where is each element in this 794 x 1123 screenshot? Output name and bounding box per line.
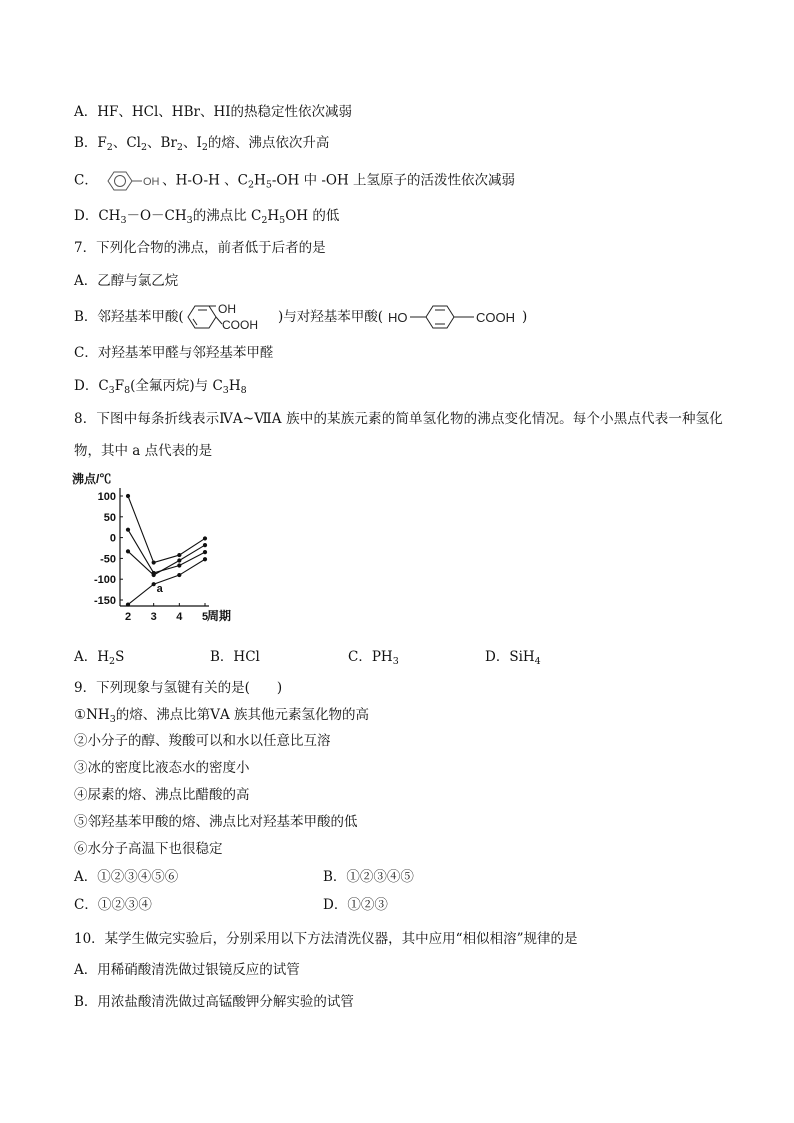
- chart-x-tick-label: 3: [150, 611, 157, 623]
- q6-d-sub: 3: [186, 215, 193, 226]
- para-ho-label: HO: [388, 310, 408, 325]
- chart-x-tick-label: 2: [124, 611, 132, 623]
- q9-item-pre: ①NH: [74, 707, 110, 723]
- q8-d-sub: 4: [534, 656, 541, 667]
- q10-option-b: B．用浓盐酸清洗做过高锰酸钾分解实验的试管: [74, 994, 354, 1010]
- q6-option-c: [74, 170, 515, 195]
- chart-point: [177, 553, 181, 557]
- chart-y-tick-label: 50: [103, 511, 116, 524]
- q7-d-prefix: D．C: [74, 378, 109, 394]
- q8-c-sub: 3: [392, 656, 399, 667]
- q7-b-end: ): [522, 309, 528, 325]
- q8-option-b: B．HCl: [210, 649, 260, 665]
- chart-y-tick-label: -50: [100, 553, 116, 566]
- q8-option-c: [348, 648, 399, 671]
- q7-d-sub: 8: [124, 385, 131, 396]
- q6-d-prefix: D．CH: [74, 208, 121, 224]
- chart-annotation-a: a: [156, 583, 163, 596]
- q6-c-middle: 、H-O-H 、C: [162, 172, 248, 189]
- q9-option-a: A．①②③④⑤⑥: [74, 869, 179, 885]
- phenol-structure-icon: [102, 170, 162, 192]
- q9-item-post: 的熔、沸点比第ⅤA 族其他元素氢化物的高: [115, 707, 370, 723]
- chart-y-tick-label: 100: [97, 491, 116, 503]
- q6-b-br: 、Br: [147, 135, 177, 151]
- chart-y-tick-label: 0: [109, 532, 116, 545]
- phenol-oh-label: OH: [143, 176, 160, 188]
- para-cooh-label: COOH: [476, 310, 515, 325]
- q6-d-h: H: [267, 208, 280, 224]
- chart-point: [152, 582, 156, 586]
- ortho-cooh-label: COOH: [222, 318, 258, 332]
- chart-y-ticks: [94, 491, 123, 607]
- q9-item: ⑤邻羟基苯甲酸的熔、沸点比对羟基苯甲酸的低: [74, 814, 358, 830]
- para-hydroxybenzoic-acid-icon: [386, 302, 526, 332]
- q7-option-a: A．乙醇与氯乙烷: [74, 273, 179, 289]
- q10-stem: 10．某学生做完实验后，分别采用以下方法清洗仪器，其中应用“相似相溶”规律的是: [74, 931, 578, 947]
- q10-option-a: A．用稀硝酸清洗做过银镜反应的试管: [74, 962, 300, 978]
- q6-b-sub: 2: [201, 142, 208, 153]
- q6-b-sub: 2: [176, 142, 183, 153]
- q9-option-d: D．①②③: [323, 897, 388, 913]
- chart-x-label: 周期: [207, 609, 232, 623]
- q6-b-prefix: B．F: [74, 135, 107, 151]
- q6-b-cl: 、Cl: [112, 135, 141, 151]
- chart-point: [152, 560, 156, 564]
- q7-stem: 7．下列化合物的沸点，前者低于后者的是: [74, 240, 326, 256]
- q7-option-d: [74, 377, 247, 400]
- q6-d-mid: －O－CH: [126, 208, 187, 224]
- q6-option-b: [74, 134, 329, 157]
- q9-stem: 9．下列现象与氢键有关的是( ): [74, 680, 283, 696]
- q8-c-prefix: C．PH: [348, 649, 393, 665]
- q6-c-h: H: [254, 172, 266, 189]
- chart-point: [203, 536, 207, 540]
- q7-d-sub: 8: [240, 385, 247, 396]
- q8-option-a: [74, 648, 124, 671]
- q6-d-sub: 3: [120, 215, 127, 226]
- q9-item: ⑥水分子高温下也很稳定: [74, 841, 223, 857]
- q8-a-sub: 2: [109, 656, 116, 667]
- q7-option-c: C．对羟基苯甲醛与邻羟基苯甲醛: [74, 345, 274, 361]
- chart-point: [126, 528, 130, 532]
- chart-y-tick-label: -150: [93, 595, 116, 607]
- chart-x-tick-label: 4: [176, 611, 183, 623]
- q7-d-sub: 3: [222, 385, 229, 396]
- q6-d-sub: 5: [279, 215, 286, 226]
- chart-point: [126, 602, 130, 606]
- q7-d-sub: 3: [108, 385, 115, 396]
- q8-a-prefix: A．H: [74, 649, 110, 665]
- q8-option-d: [485, 648, 541, 671]
- q8-a-rest: S: [115, 649, 125, 665]
- q9-item: ②小分子的醇、羧酸可以和水以任意比互溶: [74, 733, 331, 749]
- chart-points: [126, 494, 207, 607]
- q7-d-h: H: [228, 378, 241, 394]
- q6-d-mid2: 的沸点比 C: [192, 208, 262, 224]
- chart-point: [126, 494, 130, 498]
- q6-b-sub: 2: [106, 142, 113, 153]
- q9-option-b: B．①②③④⑤: [323, 869, 414, 885]
- boiling-point-chart: [70, 468, 240, 638]
- q6-c-rest: -OH 中 -OH 上氢原子的活泼性依次减弱: [271, 172, 516, 189]
- q6-option-a: A．HF、HCl、HBr、HI的热稳定性依次减弱: [74, 104, 353, 120]
- chart-point: [152, 573, 156, 577]
- q7-b-mid: )与对羟基苯甲酸(: [278, 309, 384, 325]
- q6-c-prefix: C．: [74, 172, 98, 189]
- chart-point: [126, 549, 130, 553]
- chart-series: [128, 496, 205, 605]
- chart-point: [177, 573, 181, 577]
- q7-d-f: F: [114, 378, 125, 394]
- q6-d-rest: OH 的低: [285, 208, 340, 224]
- chart-point: [177, 558, 181, 562]
- chart-y-tick-label: -100: [93, 574, 116, 587]
- q6-option-d: [74, 207, 339, 230]
- chart-axes: [120, 488, 209, 606]
- ortho-oh-label: OH: [218, 302, 236, 316]
- chart-series-line: [128, 559, 205, 604]
- ortho-hydroxybenzoic-acid-icon: [184, 300, 276, 334]
- q6-c-sub: 5: [265, 179, 272, 191]
- q9-item-sub: 3: [109, 714, 116, 725]
- q9-item: ④尿素的熔、沸点比醋酸的高: [74, 787, 250, 803]
- chart-point: [177, 563, 181, 567]
- q9-item: ③冰的密度比液态水的密度小: [74, 760, 250, 776]
- q7-d-mid: (全氟丙烷)与 C: [130, 378, 223, 394]
- chart-x-tick-label: 5: [201, 611, 209, 623]
- chart-point: [203, 550, 207, 554]
- q6-b-rest: 的熔、沸点依次升高: [207, 135, 330, 151]
- q6-b-sub: 2: [141, 142, 148, 153]
- q8-d-prefix: D．SiH: [485, 649, 535, 665]
- chart-point: [203, 543, 207, 547]
- chart-y-label: 沸点/℃: [72, 472, 112, 486]
- q6-b-i: 、I: [182, 135, 202, 151]
- q7-b-prefix: B．邻羟基苯甲酸(: [74, 309, 184, 325]
- chart-point: [203, 557, 207, 561]
- q6-c-sub: 2: [248, 179, 255, 191]
- q8-stem-line1: 8．下图中每条折线表示ⅣA~ⅦA 族中的某族元素的简单氢化物的沸点变化情况。每个小黑点代表一种氢化: [74, 411, 723, 427]
- q9-item: [74, 706, 369, 729]
- q6-d-sub: 2: [261, 215, 268, 226]
- q8-stem-line2: 物，其中 a 点代表的是: [74, 443, 213, 459]
- q9-option-c: C．①②③④: [74, 897, 152, 913]
